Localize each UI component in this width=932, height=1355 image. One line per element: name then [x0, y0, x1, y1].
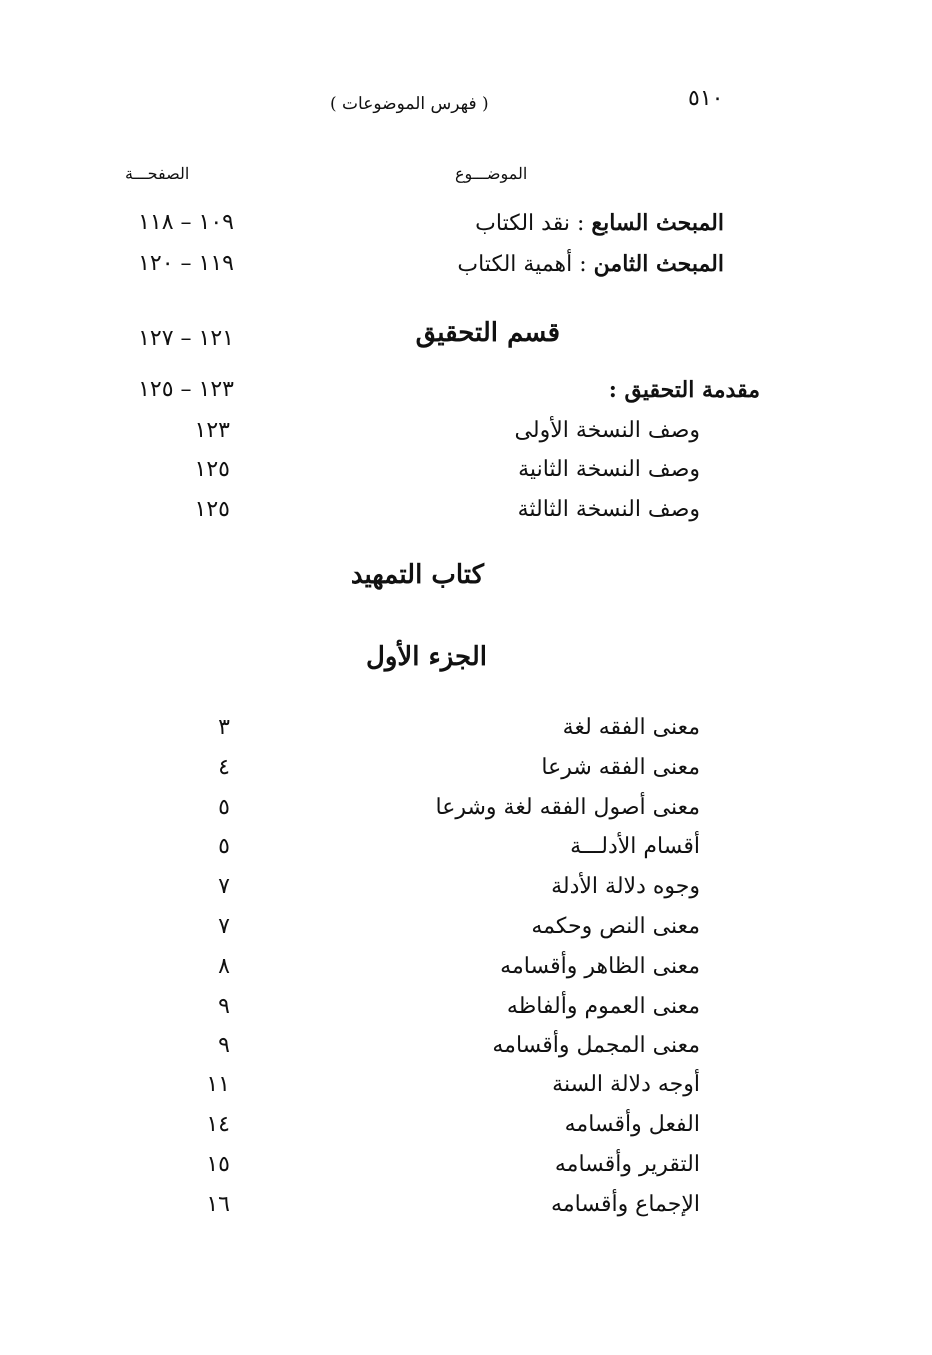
entry-page: ١٢٥	[194, 497, 230, 522]
toc-entry	[0, 457, 932, 491]
entry-page: ٧	[218, 914, 230, 939]
entry-title: وجوه دلالة الأدلة	[551, 874, 700, 899]
toc-entry	[0, 210, 932, 244]
book-title: كتاب التمهيد	[350, 560, 484, 590]
toc-entry	[0, 755, 932, 789]
entry-page: ٩	[218, 1033, 230, 1058]
entry-title: وصف النسخة الثانية	[518, 457, 700, 482]
entry-page: ١٤	[206, 1112, 230, 1137]
entry-page: ٨	[218, 954, 230, 979]
toc-entry	[0, 418, 932, 452]
entry-title: معنى أصول الفقه لغة وشرعا	[435, 795, 700, 820]
entry-bold-title: المبحث الثامن	[593, 251, 724, 277]
entry-title: : نقد الكتاب	[475, 211, 592, 236]
subsection-pages: ١٢٣ – ١٢٥	[138, 377, 234, 402]
entry-page: ٧	[218, 874, 230, 899]
section-heading-tahqiq: قسم التحقيق	[415, 318, 560, 348]
toc-entry	[0, 834, 932, 868]
entry-page: ٤	[218, 755, 230, 780]
toc-entry	[0, 1192, 932, 1226]
entry-page: ١٥	[206, 1152, 230, 1177]
entry-title: معنى الفقه لغة	[562, 715, 700, 740]
entry-page: ١٦	[206, 1192, 230, 1217]
page-number: ٥١٠	[688, 86, 724, 111]
section-pages: ١٢١ – ١٢٧	[138, 326, 234, 351]
running-header: ( فهرس الموضوعات )	[330, 94, 489, 114]
entry-title: أقسام الأدلـــة	[570, 834, 700, 859]
entry-title: معنى الفقه شرعا	[541, 755, 700, 780]
toc-entry	[0, 795, 932, 829]
entry-page: ١٢٥	[194, 457, 230, 482]
topic-column-label: الموضـــوع	[455, 164, 528, 183]
entry-page: ٥	[218, 834, 230, 859]
toc-entry	[0, 1072, 932, 1106]
entry-pages: ١١٩ – ١٢٠	[138, 251, 234, 276]
part-title: الجزء الأول	[365, 642, 487, 672]
toc-entry	[0, 1033, 932, 1067]
toc-entry	[0, 1152, 932, 1186]
entry-title: الإجماع وأقسامه	[551, 1192, 700, 1217]
entry-page: ١١	[206, 1072, 230, 1097]
entry-title: معنى العموم وألفاظه	[506, 994, 700, 1019]
entry-title: وصف النسخة الثالثة	[517, 497, 700, 522]
entry-bold-title: المبحث السابع	[591, 210, 724, 236]
entry-page: ٩	[218, 994, 230, 1019]
entry-title: أوجه دلالة السنة	[552, 1072, 700, 1097]
toc-entry	[0, 251, 932, 285]
subsection-heading-muqaddima: مقدمة التحقيق :	[608, 377, 760, 403]
toc-entry	[0, 715, 932, 749]
entry-title: وصف النسخة الأولى	[514, 418, 700, 443]
entry-page: ١٢٣	[194, 418, 230, 443]
entry-title: الفعل وأقسامه	[564, 1112, 700, 1137]
page-column-label: الصفحـــة	[125, 164, 190, 183]
entry-page: ٥	[218, 795, 230, 820]
toc-entry	[0, 874, 932, 908]
toc-entry	[0, 377, 932, 411]
entry-page: ٣	[218, 715, 230, 740]
toc-entry	[0, 1112, 932, 1146]
entry-title: معنى النص وحكمه	[531, 914, 700, 939]
toc-entry	[0, 326, 932, 360]
toc-entry	[0, 497, 932, 531]
entry-title: معنى الظاهر وأقسامه	[500, 954, 700, 979]
toc-entry	[0, 914, 932, 948]
entry-title: التقرير وأقسامه	[554, 1152, 700, 1177]
entry-title: معنى المجمل وأقسامه	[492, 1033, 700, 1058]
entry-pages: ١٠٩ – ١١٨	[138, 210, 234, 235]
toc-entry	[0, 994, 932, 1028]
entry-title: : أهمية الكتاب	[457, 252, 594, 277]
toc-entry	[0, 954, 932, 988]
